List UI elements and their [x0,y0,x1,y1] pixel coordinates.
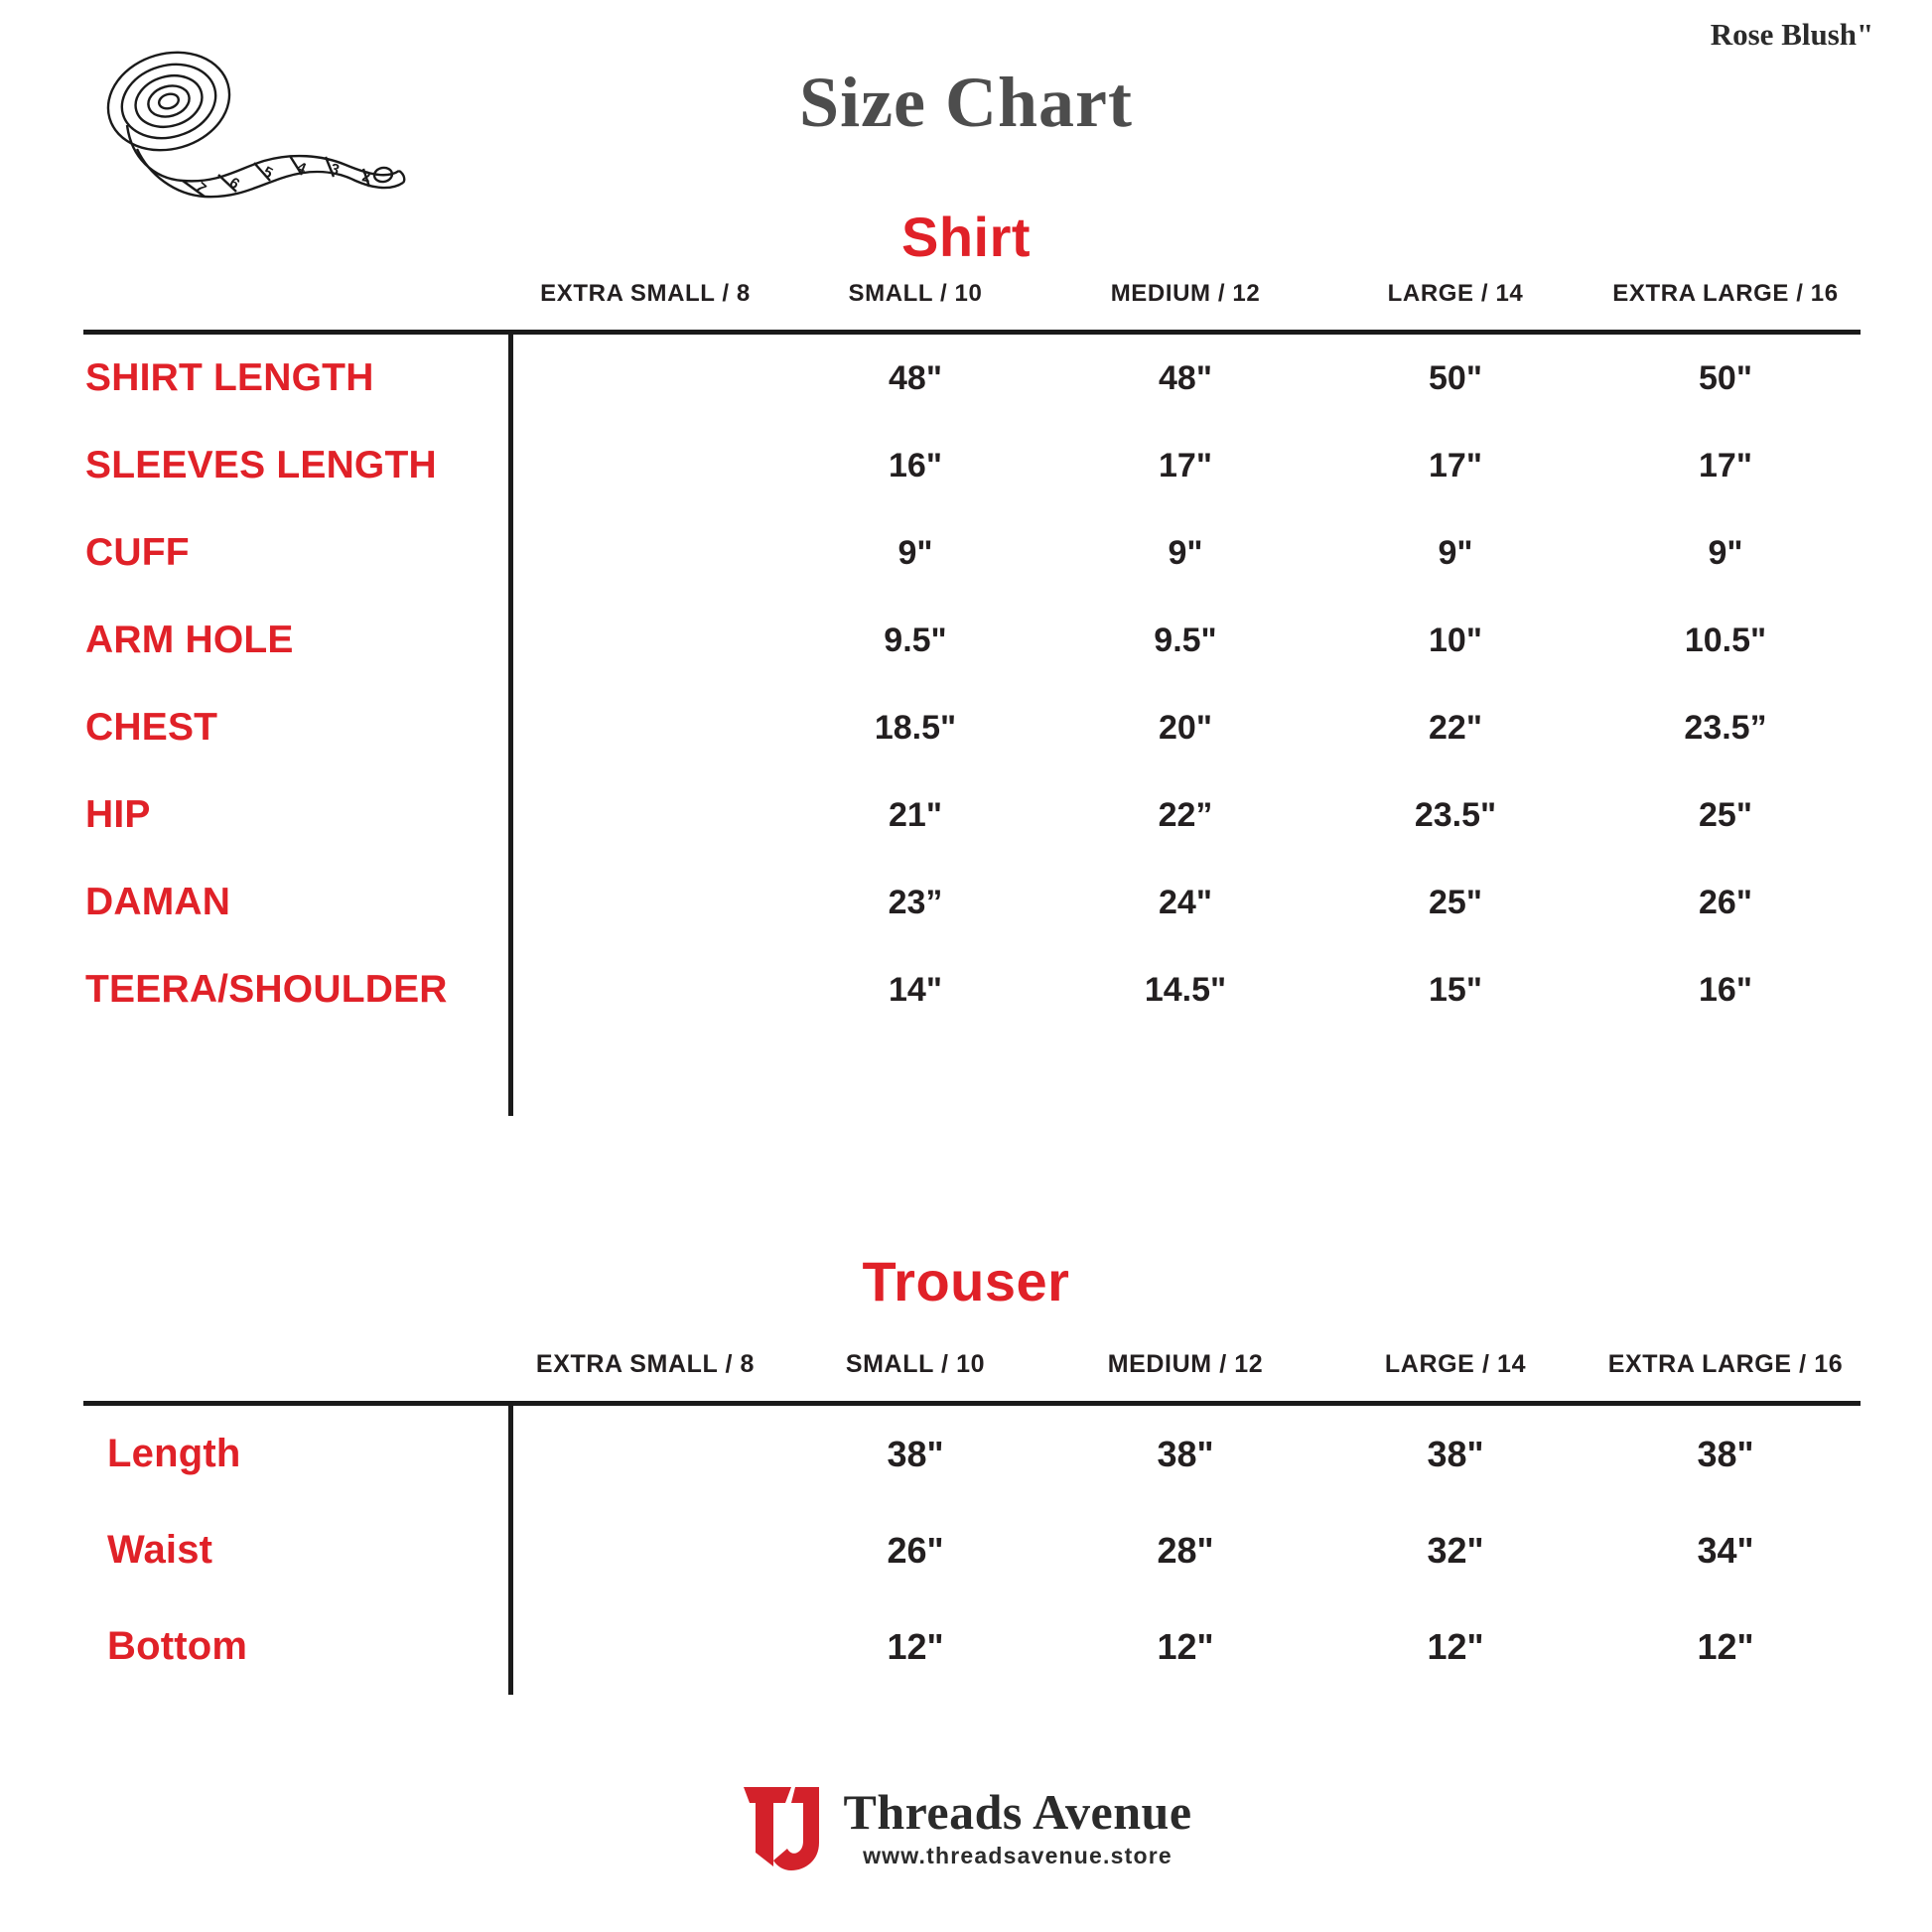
cell-teera-shoulder-xl: 16" [1699,970,1752,1009]
cell-chest-xs [510,684,780,771]
cell-cuff-m: 9" [1168,533,1203,572]
cell-sleeves-length-xl: 17" [1699,446,1752,484]
cell-arm-hole-s: 9.5" [884,621,947,659]
svg-text:7: 7 [192,179,209,198]
brand-website: www.threadsavenue.store [863,1842,1173,1868]
cell-teera-shoulder-s: 14" [889,970,942,1009]
row-label-shirt-length: SHIRT LENGTH [85,356,374,399]
table-row [83,946,1861,1034]
row-label-length: Length [107,1432,241,1475]
cell-hip-s: 21" [889,795,942,834]
cell-waist-xl: 34" [1697,1529,1754,1571]
svg-text:2: 2 [360,168,372,187]
table-row [83,1598,1861,1695]
cell-chest-l: 22" [1429,708,1482,747]
row-label-daman: DAMAN [85,881,231,923]
cell-daman-m: 24" [1159,883,1212,921]
cell-daman-s: 23” [888,883,943,921]
column-header-xl: EXTRA LARGE / 16 [1590,280,1861,333]
cell-arm-hole-m: 9.5" [1154,621,1217,659]
cell-length-s: 38" [887,1433,944,1474]
cell-hip-l: 23.5" [1414,795,1497,834]
cell-cuff-l: 9" [1438,533,1473,572]
cell-shirt-length-l: 50" [1429,358,1482,397]
row-label-cuff: CUFF [85,531,190,574]
column-header-s: SMALL / 10 [780,1350,1050,1404]
table-row [83,333,1861,423]
cell-bottom-xl: 12" [1697,1625,1754,1667]
page-title: Size Chart [799,63,1133,142]
spacer-cell [510,1034,780,1116]
spacer-cell [1320,1034,1590,1116]
table-row-spacer [83,1034,1861,1116]
row-label-waist: Waist [107,1528,213,1572]
spacer-cell [83,1034,510,1116]
cell-waist-m: 28" [1157,1529,1214,1571]
cell-sleeves-length-xs [510,422,780,509]
spacer-cell [780,1034,1050,1116]
table-header-row [83,1350,1861,1404]
table-header-row [83,280,1861,333]
cell-chest-s: 18.5" [874,708,957,747]
column-header-xs: EXTRA SMALL / 8 [510,280,780,333]
table-row [83,422,1861,509]
cell-bottom-l: 12" [1427,1625,1484,1667]
column-header-l: LARGE / 14 [1320,1350,1590,1404]
column-header-xs: EXTRA SMALL / 8 [510,1350,780,1404]
column-header-measurement [83,280,510,333]
trouser-size-table-block [83,1350,1861,1695]
cell-length-xs [510,1404,780,1503]
cell-sleeves-length-m: 17" [1159,446,1212,484]
threads-avenue-logo-icon [740,1781,823,1872]
trouser-section-title-wrap [0,1249,1932,1313]
shirt-section-title: Shirt [900,206,1032,268]
trouser-section-title: Trouser [862,1250,1070,1312]
cell-bottom-s: 12" [887,1625,944,1667]
column-header-m: MEDIUM / 12 [1050,1350,1320,1404]
cell-teera-shoulder-m: 14.5" [1144,970,1227,1009]
table-row [83,684,1861,771]
column-header-xl: EXTRA LARGE / 16 [1590,1350,1861,1404]
cell-arm-hole-l: 10" [1429,621,1482,659]
corner-note: Rose Blush" [1710,17,1874,52]
cell-shirt-length-xs [510,333,780,423]
row-label-arm-hole: ARM HOLE [85,619,294,661]
cell-hip-xl: 25" [1699,795,1752,834]
brand-text [843,1783,1192,1868]
trouser-table-body [83,1404,1861,1696]
column-header-s: SMALL / 10 [780,280,1050,333]
cell-hip-m: 22” [1158,795,1213,834]
cell-teera-shoulder-l: 15" [1429,970,1482,1009]
cell-shirt-length-xl: 50" [1699,358,1752,397]
table-row [83,1404,1861,1503]
svg-text:5: 5 [260,163,276,183]
cell-daman-xs [510,859,780,946]
cell-teera-shoulder-xs [510,946,780,1034]
cell-waist-s: 26" [887,1529,944,1571]
cell-chest-m: 20" [1159,708,1212,747]
cell-cuff-s: 9" [897,533,933,572]
shirt-size-table-block [83,280,1861,1116]
cell-chest-xl: 23.5” [1684,708,1767,747]
row-label-hip: HIP [85,793,151,836]
table-row [83,859,1861,946]
trouser-size-table [83,1350,1861,1695]
cell-shirt-length-m: 48" [1159,358,1212,397]
footer [0,1781,1932,1872]
column-header-m: MEDIUM / 12 [1050,280,1320,333]
cell-bottom-m: 12" [1157,1625,1214,1667]
table-row [83,771,1861,859]
cell-sleeves-length-l: 17" [1429,446,1482,484]
cell-cuff-xl: 9" [1708,533,1743,572]
spacer-cell [1050,1034,1320,1116]
shirt-section-title-wrap [0,205,1932,269]
column-header-l: LARGE / 14 [1320,280,1590,333]
shirt-size-table [83,280,1861,1116]
cell-length-m: 38" [1157,1433,1214,1474]
cell-hip-xs [510,771,780,859]
brand-name: Threads Avenue [843,1783,1192,1840]
cell-waist-xs [510,1502,780,1598]
spacer-cell [1590,1034,1861,1116]
svg-text:6: 6 [225,174,243,194]
shirt-table-header [83,280,1861,333]
cell-arm-hole-xl: 10.5" [1684,621,1767,659]
cell-daman-xl: 26" [1699,883,1752,921]
svg-text:3: 3 [328,160,342,180]
row-label-sleeves-length: SLEEVES LENGTH [85,444,437,486]
cell-waist-l: 32" [1427,1529,1484,1571]
cell-shirt-length-s: 48" [889,358,942,397]
cell-bottom-xs [510,1598,780,1695]
shirt-table-body [83,333,1861,1117]
cell-cuff-xs [510,509,780,597]
column-header-measurement [83,1350,510,1404]
cell-daman-l: 25" [1429,883,1482,921]
row-label-teera-shoulder: TEERA/SHOULDER [85,968,448,1011]
table-row [83,509,1861,597]
cell-sleeves-length-s: 16" [889,446,942,484]
row-label-bottom: Bottom [107,1624,248,1668]
cell-arm-hole-xs [510,597,780,684]
table-row [83,1502,1861,1598]
table-row [83,597,1861,684]
svg-text:4: 4 [294,158,309,178]
row-label-chest: CHEST [85,706,218,749]
cell-length-l: 38" [1427,1433,1484,1474]
cell-length-xl: 38" [1697,1433,1754,1474]
trouser-table-header [83,1350,1861,1404]
